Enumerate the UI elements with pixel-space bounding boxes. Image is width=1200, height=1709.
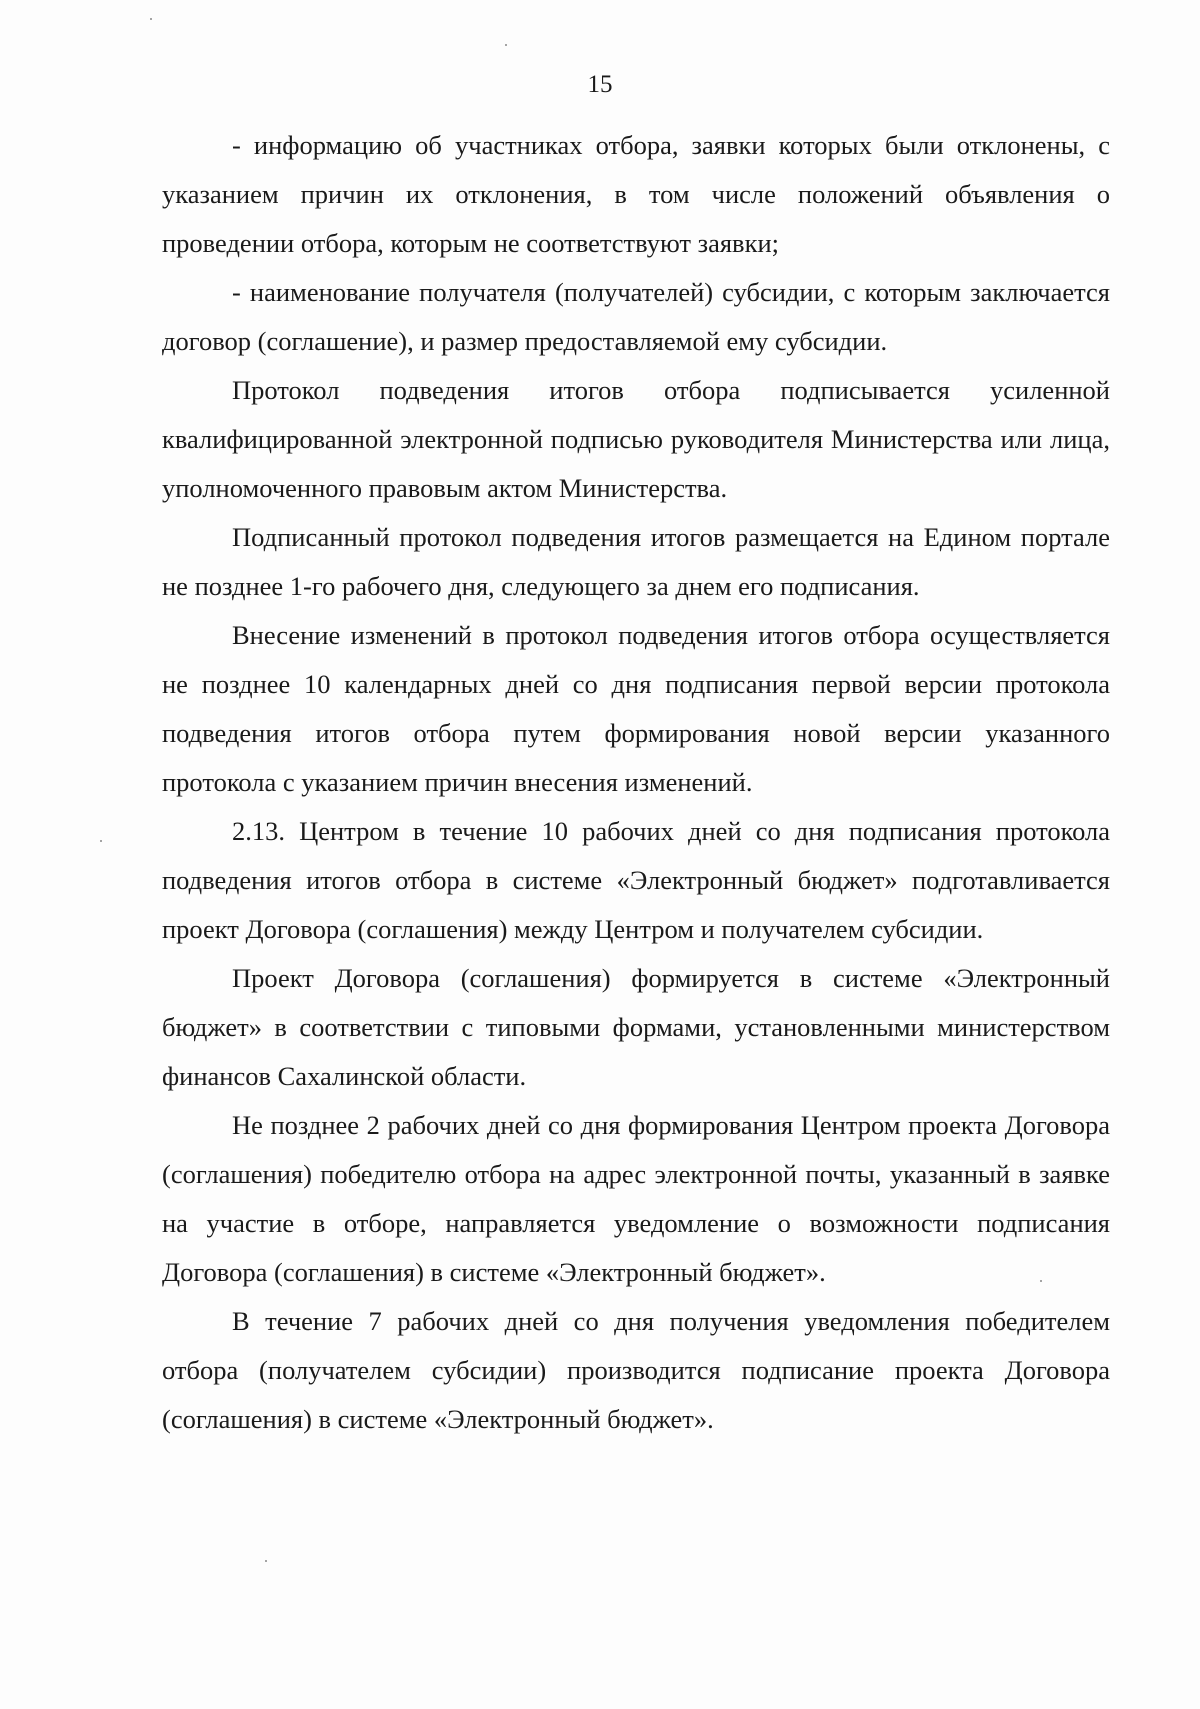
scan-speck [150, 18, 152, 20]
scan-speck [265, 1560, 267, 1562]
paragraph-protocol-amendments: Внесение изменений в протокол подведения итогов отбора осуществляется не позднее 10 календарных дней со дня подписания первой версии протокола подведения итогов отбора путем формирования новой версии указанного протокола с указанием причин внесения изменений. [162, 620, 1110, 797]
paragraph-notification: Не позднее 2 рабочих дней со дня формирования Центром проекта Договора (соглашения) победителю отбора на адрес электронной почты, указанный в заявке на участие в отборе, направляется уведомление о возможности подписания Договора (соглашения) в системе «Электронный бюджет». [162, 1110, 1110, 1287]
paragraph-recipient-name: - наименование получателя (получателей) субсидии, с которым заключается договор (соглашение), и размер предоставляемой ему субсидии. [162, 277, 1110, 356]
scan-speck [505, 44, 507, 46]
scan-speck [1040, 1280, 1042, 1282]
paragraph-protocol-signing: Протокол подведения итогов отбора подписывается усиленной квалифицированной электронной подписью руководителя Министерства или лица, уполномоченного правовым актом Министерства. [162, 375, 1110, 503]
scan-speck [100, 840, 102, 842]
paragraph-section-2-13: 2.13. Центром в течение 10 рабочих дней со дня подписания протокола подведения итогов отбора в системе «Электронный бюджет» подготавливается проект Договора (соглашения) между Центром и получателем субсидии. [162, 816, 1110, 944]
paragraph-protocol-publication: Подписанный протокол подведения итогов размещается на Едином портале не позднее 1-го рабочего дня, следующего за днем его подписания. [162, 522, 1110, 601]
paragraph-draft-agreement: Проект Договора (соглашения) формируется в системе «Электронный бюджет» в соответствии с типовыми формами, установленными министерством финансов Сахалинской области. [162, 963, 1110, 1091]
page-number: 15 [587, 71, 613, 98]
paragraph-agreement-signing: В течение 7 рабочих дней со дня получения уведомления победителем отбора (получателем субсидии) производится подписание проекта Договора (соглашения) в системе «Электронный бюджет». [162, 1306, 1110, 1434]
document-body [162, 121, 1110, 1444]
paragraph-rejected-participants: - информацию об участниках отбора, заявки которых были отклонены, с указанием причин их отклонения, в том числе положений объявления о проведении отбора, которым не соответствуют заявки; [162, 130, 1110, 258]
